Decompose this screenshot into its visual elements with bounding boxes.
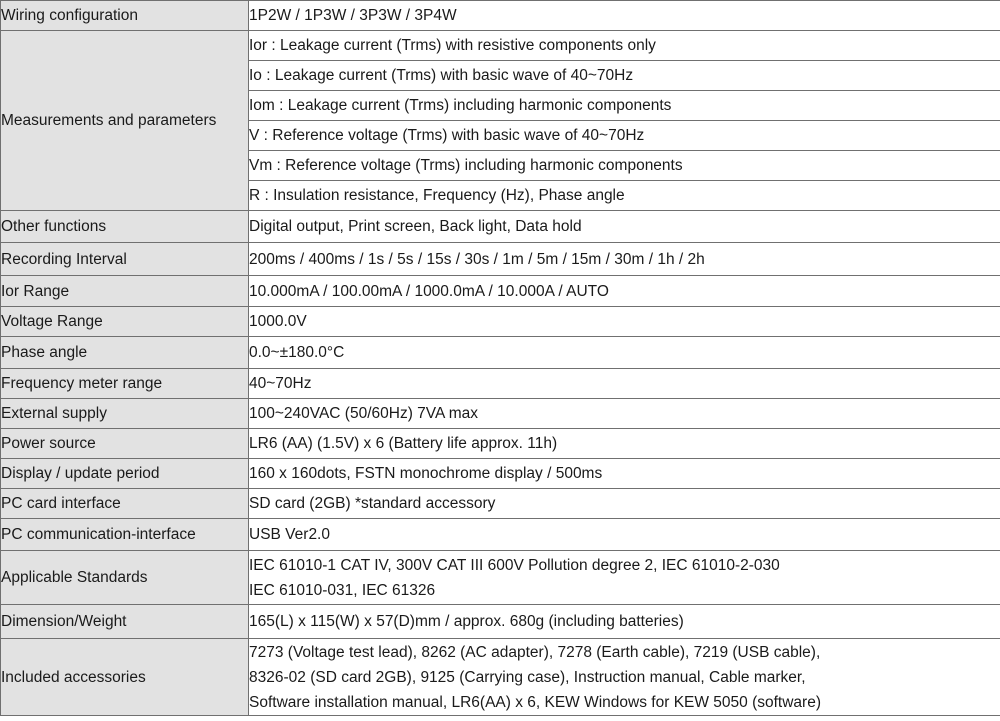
- spec-value: V : Reference voltage (Trms) with basic wave of 40~70Hz: [249, 121, 1000, 151]
- spec-row-voltage-range: [1, 307, 1000, 337]
- spec-row-pc-card: [1, 489, 1000, 519]
- spec-row-ior-range: [1, 276, 1000, 307]
- spec-value: 40~70Hz: [249, 369, 1000, 399]
- spec-value: SD card (2GB) *standard accessory: [249, 489, 1000, 519]
- spec-label: Phase angle: [1, 337, 249, 369]
- spec-label: Power source: [1, 429, 249, 459]
- spec-label: PC card interface: [1, 489, 249, 519]
- spec-value: 200ms / 400ms / 1s / 5s / 15s / 30s / 1m / 5m / 15m / 30m / 1h / 2h: [249, 243, 1000, 276]
- spec-value: Io : Leakage current (Trms) with basic wave of 40~70Hz: [249, 61, 1000, 91]
- spec-value: 0.0~±180.0°C: [249, 337, 1000, 369]
- spec-value: USB Ver2.0: [249, 519, 1000, 551]
- spec-value-line: 8326-02 (SD card 2GB), 9125 (Carrying case), Instruction manual, Cable marker,: [249, 668, 806, 686]
- spec-row-display: [1, 459, 1000, 489]
- spec-row-external-supply: [1, 399, 1000, 429]
- spec-label: Ior Range: [1, 276, 249, 307]
- spec-label: Included accessories: [1, 639, 249, 716]
- spec-value: [249, 551, 1000, 605]
- spec-value: 1P2W / 1P3W / 3P3W / 3P4W: [249, 1, 1000, 31]
- spec-row-dimension-weight: [1, 605, 1000, 639]
- spec-value: Iom : Leakage current (Trms) including harmonic components: [249, 91, 1000, 121]
- spec-label: Display / update period: [1, 459, 249, 489]
- spec-value: LR6 (AA) (1.5V) x 6 (Battery life approx. 11h): [249, 429, 1000, 459]
- spec-row-measurements: [1, 31, 1000, 61]
- spec-value-line: IEC 61010-1 CAT IV, 300V CAT III 600V Pollution degree 2, IEC 61010-2-030: [249, 556, 780, 574]
- spec-value: Ior : Leakage current (Trms) with resistive components only: [249, 31, 1000, 61]
- spec-value: [249, 639, 1000, 716]
- spec-label: External supply: [1, 399, 249, 429]
- spec-label: Voltage Range: [1, 307, 249, 337]
- spec-row-phase-angle: [1, 337, 1000, 369]
- spec-row-standards: [1, 551, 1000, 605]
- spec-row-pc-communication: [1, 519, 1000, 551]
- spec-row-recording-interval: [1, 243, 1000, 276]
- spec-row-power-source: [1, 429, 1000, 459]
- spec-label: Applicable Standards: [1, 551, 249, 605]
- spec-value: 1000.0V: [249, 307, 1000, 337]
- spec-label: PC communication-interface: [1, 519, 249, 551]
- spec-value: 100~240VAC (50/60Hz) 7VA max: [249, 399, 1000, 429]
- spec-row-frequency-range: [1, 369, 1000, 399]
- spec-label: Frequency meter range: [1, 369, 249, 399]
- spec-label: Wiring configuration: [1, 1, 249, 31]
- spec-label: Measurements and parameters: [1, 31, 249, 211]
- spec-label: Recording Interval: [1, 243, 249, 276]
- spec-label: Dimension/Weight: [1, 605, 249, 639]
- spec-value: R : Insulation resistance, Frequency (Hz), Phase angle: [249, 181, 1000, 211]
- spec-value: 160 x 160dots, FSTN monochrome display / 500ms: [249, 459, 1000, 489]
- spec-value: Vm : Reference voltage (Trms) including harmonic components: [249, 151, 1000, 181]
- spec-row-other-functions: [1, 211, 1000, 243]
- spec-value: 10.000mA / 100.00mA / 1000.0mA / 10.000A / AUTO: [249, 276, 1000, 307]
- spec-value: 165(L) x 115(W) x 57(D)mm / approx. 680g (including batteries): [249, 605, 1000, 639]
- spec-value-line: 7273 (Voltage test lead), 8262 (AC adapter), 7278 (Earth cable), 7219 (USB cable),: [249, 643, 821, 661]
- spec-value-line: IEC 61010-031, IEC 61326: [249, 581, 436, 599]
- spec-row-wiring: [1, 1, 1000, 31]
- spec-value-line: Software installation manual, LR6(AA) x 6, KEW Windows for KEW 5050 (software): [249, 693, 821, 711]
- spec-value: Digital output, Print screen, Back light, Data hold: [249, 211, 1000, 243]
- spec-label: Other functions: [1, 211, 249, 243]
- spec-row-accessories: [1, 639, 1000, 716]
